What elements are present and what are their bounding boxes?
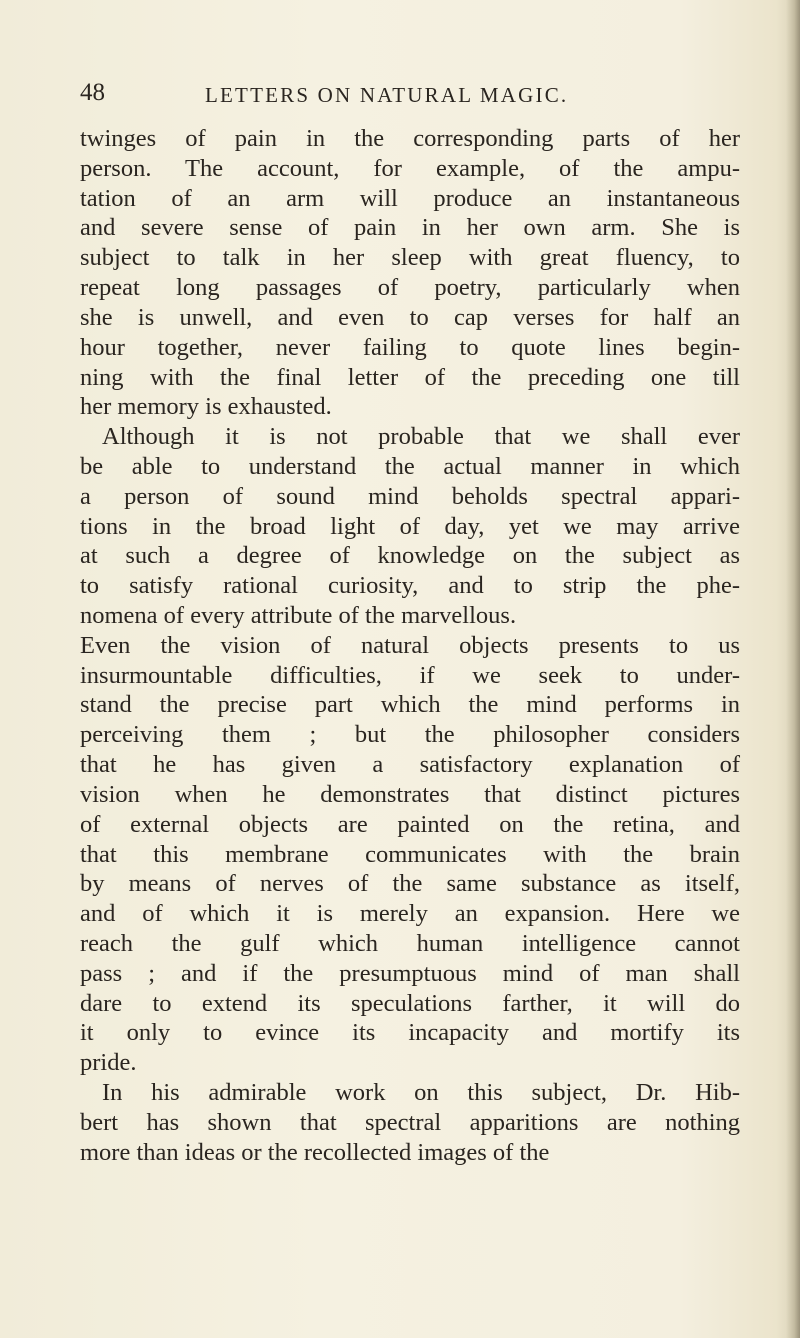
- page-header: [80, 76, 720, 110]
- body-text: [80, 124, 740, 1167]
- text-line: repeat long passages of poetry, particularly when: [80, 274, 740, 302]
- text-line: ning with the final letter of the preceding one till: [80, 363, 740, 391]
- text-line: twinges of pain in the corresponding parts of her: [80, 125, 740, 152]
- page-number: 48: [80, 79, 105, 106]
- running-title: LETTERS ON NATURAL MAGIC.: [205, 83, 569, 107]
- text-line: stand the precise part which the mind performs in: [80, 691, 740, 719]
- text-line: tions in the broad light of day, yet we may arrive: [80, 512, 740, 540]
- text-line: tation of an arm will produce an instantaneous: [80, 184, 740, 212]
- text-line: be able to understand the actual manner in which: [80, 452, 740, 480]
- text-line: hour together, never failing to quote lines begin-: [80, 333, 740, 361]
- text-line: a person of sound mind beholds spectral appari-: [80, 482, 740, 510]
- text-line: and of which it is merely an expansion. Here we: [80, 900, 740, 928]
- text-line: reach the gulf which human intelligence cannot: [80, 929, 740, 957]
- text-line: more than ideas or the recollected images of the: [80, 1138, 550, 1166]
- text-line: pass ; and if the presumptuous mind of man shall: [80, 959, 740, 987]
- text-line: person. The account, for example, of the ampu-: [80, 154, 740, 182]
- text-line: of external objects are painted on the retina, and: [80, 810, 740, 838]
- text-line: nomena of every attribute of the marvellous.: [80, 602, 517, 629]
- page-edge-shadow: [786, 0, 800, 1338]
- text-line: to satisfy rational curiosity, and to strip the phe-: [80, 572, 740, 600]
- text-line: and severe sense of pain in her own arm. She is: [80, 214, 740, 242]
- text-line: Although it is not probable that we shall ever: [102, 423, 740, 451]
- text-line: she is unwell, and even to cap verses for half an: [80, 303, 740, 331]
- text-line: subject to talk in her sleep with great fluency, to: [80, 244, 740, 272]
- text-line: perceiving them ; but the philosopher considers: [80, 721, 740, 749]
- text-line: by means of nerves of the same substance as itself,: [80, 870, 740, 898]
- text-line: that this membrane communicates with the brain: [80, 840, 740, 868]
- text-line: vision when he demonstrates that distinct pictures: [80, 780, 740, 808]
- text-line: insurmountable difficulties, if we seek to under-: [80, 661, 740, 689]
- text-line: Even the vision of natural objects presents to us: [80, 631, 740, 659]
- text-line: her memory is exhausted.: [80, 393, 332, 421]
- text-line: that he has given a satisfactory explanation of: [80, 751, 740, 779]
- text-line: pride.: [80, 1049, 137, 1077]
- text-line: at such a degree of knowledge on the subject as: [80, 542, 740, 570]
- text-line: In his admirable work on this subject, Dr. Hib-: [102, 1079, 740, 1106]
- text-line: bert has shown that spectral apparitions are nothing: [80, 1108, 740, 1136]
- text-line: dare to extend its speculations farther, it will do: [80, 989, 740, 1017]
- text-line: it only to evince its incapacity and mortify its: [80, 1019, 740, 1047]
